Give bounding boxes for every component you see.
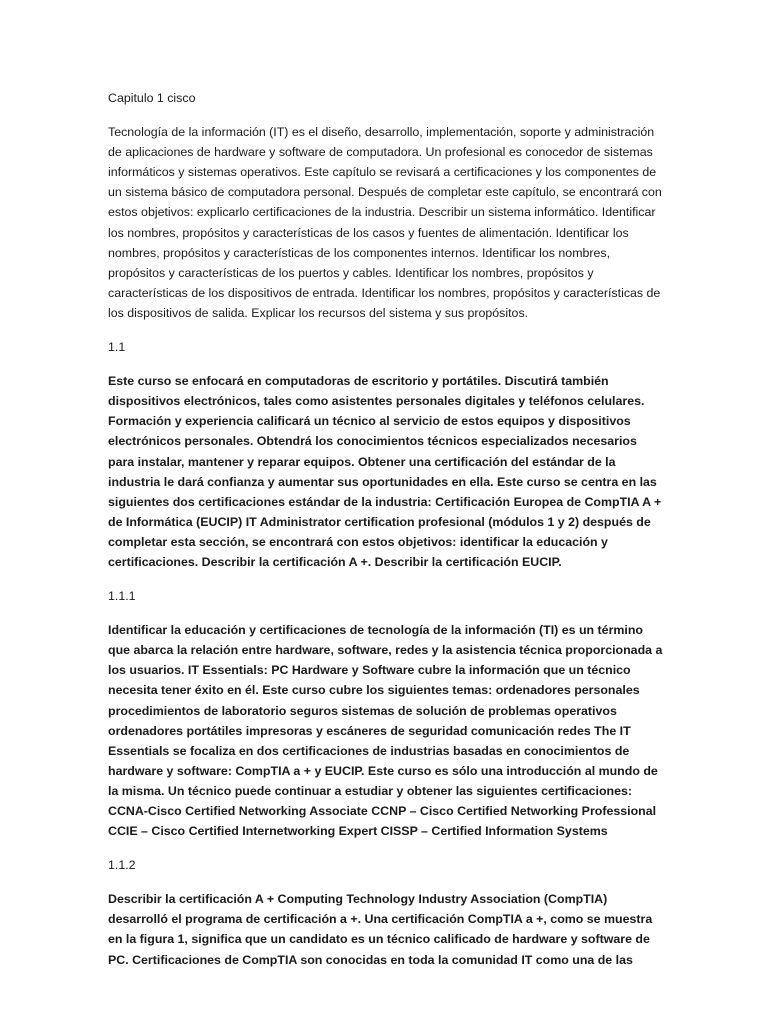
section-heading-1-1-1: 1.1.1 (108, 589, 136, 604)
intro-paragraph: Tecnología de la información (IT) es el diseño, desarrollo, implementación, soporte y administración de aplicaciones de hardware y software de computadora. Un profesional es conocedor de sistemas informáticos y sistemas operativos. Este capítulo se revisará a certificaciones y los componentes de un sistema básico de computadora personal. Después de completar este capítulo, se encontrará con estos objetivos: explicarlo certificaciones de la industria. Describir un sistema informático. Identificar los nombres, propósitos y características de los casos y fuentes de alimentación. Identificar los nombres, propósitos y características de los componentes internos. Identificar los nombres, propósitos y características de los puertos y cables. Identificar los nombres, propósitos y características de los dispositivos de entrada. Identificar los nombres, propósitos y características de los dispositivos de salida. Explicar los recursos del sistema y sus propósitos. (108, 125, 662, 320)
section-body-1-1-1: Identificar la educación y certificaciones de tecnología de la información (TI) es un término que abarca la relación entre hardware, software, redes y la asistencia técnica proporcionada a los usuarios. IT Essentials: PC Hardware y Software cubre la información que un técnico necesita tener éxito en él. Este curso cubre los siguientes temas: ordenadores personales procedimientos de laboratorio seguros sistemas de solución de problemas operativos ordenadores portátiles impresoras y escáneres de seguridad comunicación redes The IT Essentials se focaliza en dos certificaciones de industrias basadas en conocimientos de hardware y software: CompTIA a + y EUCIP. Este curso es sólo una introducción al mundo de la misma. Un técnico puede continuar a estudiar y obtener las siguientes certificaciones: CCNA-Cisco Certified Networking Associate CCNP – Cisco Certified Networking Professional CCIE – Cisco Certified Internetworking Expert CISSP – Certified Information Systems (108, 623, 663, 839)
document-page (108, 88, 664, 984)
section-body-1-1: Este curso se enfocará en computadoras de escritorio y portátiles. Discutirá también dispositivos electrónicos, tales como asistentes personales digitales y teléfonos celulares. Formación y experiencia calificará un técnico al servicio de estos equipos y dispositivos electrónicos personales. Obtendrá los conocimientos técnicos especializados necesarios para instalar, mantener y reparar equipos. Obtener una certificación del estándar de la industria le dará confianza y aumentar sus oportunidades en ella. Este curso se centra en las siguientes dos certificaciones estándar de la industria: Certificación Europea de CompTIA A + de Informática (EUCIP) IT Administrator certification profesional (módulos 1 y 2) después de completar esta sección, se encontrará con estos objetivos: identificar la educación y certificaciones. Describir la certificación A +. Describir la certificación EUCIP. (108, 374, 662, 569)
section-body-1-1-2: Describir la certificación A + Computing Technology Industry Association (CompTIA) desarrolló el programa de certificación a +. Una certificación CompTIA a +, como se muestra en la figura 1, significa que un candidato es un técnico calificado de hardware y software de PC. Certificaciones de CompTIA son conocidas en toda la comunidad IT como una de las (108, 892, 653, 967)
section-heading-1-1: 1.1 (108, 340, 126, 355)
document-title: Capitulo 1 cisco (108, 91, 196, 105)
section-heading-1-1-2: 1.1.2 (108, 858, 136, 873)
